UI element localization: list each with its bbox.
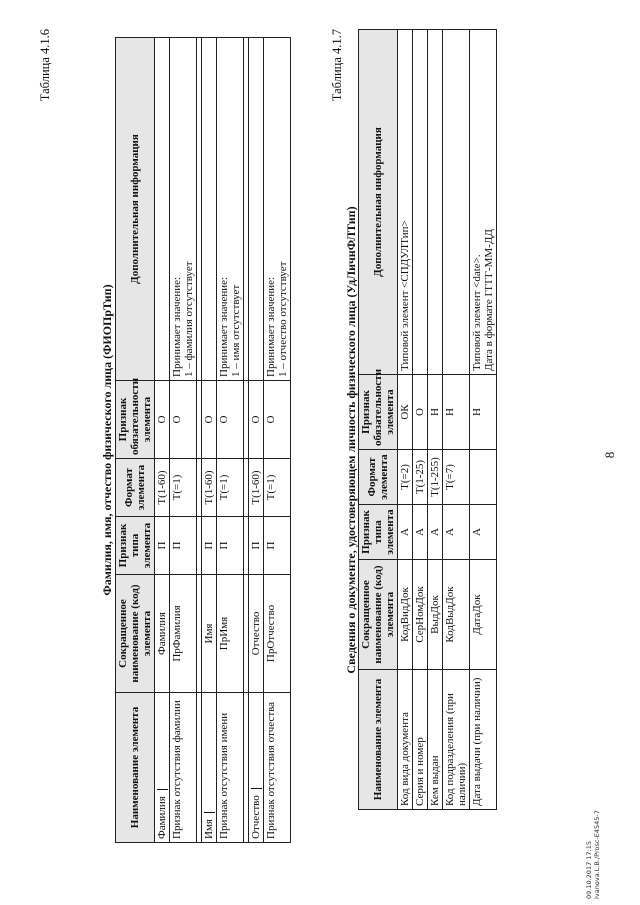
cell-text: Принимает значение: 1 – имя отсутствует	[218, 276, 242, 377]
cell-text: А	[414, 528, 426, 536]
header-format: Формат элемента	[116, 459, 155, 517]
cell-type-flag	[217, 517, 244, 575]
header-type-flag: Признак типа элемента	[116, 517, 155, 575]
cell-type-flag	[264, 517, 291, 575]
cell-required-flag	[398, 375, 413, 450]
cell-format	[170, 459, 197, 517]
cell-required-flag	[170, 381, 197, 459]
cell-extra-info	[170, 38, 197, 381]
cell-text: Признак отсутствия имени	[218, 712, 230, 839]
table-2-label: Таблица 4.1.7	[330, 29, 344, 102]
cell-text: П	[171, 541, 183, 550]
cell-type-flag	[249, 517, 264, 575]
cell-extra-info	[249, 38, 264, 381]
cell-text: Типовой элемент <СПДУЛТип>	[399, 220, 411, 371]
cell-text: О	[250, 415, 262, 424]
cell-text: T(=1)	[171, 474, 183, 501]
cell-type-flag	[428, 505, 443, 560]
cell-required-flag	[470, 375, 497, 450]
cell-required-flag	[443, 375, 470, 450]
cell-text: ОК	[399, 404, 411, 420]
cell-text: О	[265, 415, 277, 424]
cell-extra-info	[470, 30, 497, 375]
cell-text: О	[218, 415, 230, 424]
cell-text: ДатаДок	[471, 594, 483, 635]
cell-text: T(1-60)	[203, 470, 215, 505]
cell-type-flag	[202, 517, 217, 575]
cell-element-name	[398, 670, 413, 810]
cell-format	[202, 459, 217, 517]
table-row	[217, 38, 244, 843]
cell-type-flag	[398, 505, 413, 560]
cell-text: А	[429, 528, 441, 536]
cell-text: Фамилия	[156, 796, 168, 839]
cell-short-code	[428, 560, 443, 670]
cell-text: Типовой элемент <date>. Дата в формате ГГГГ-ММ-ДД	[471, 229, 495, 371]
table-1-title: Фамилия, имя, отчество физического лица (ФИОПрТип)	[100, 284, 114, 596]
cell-format	[413, 450, 428, 505]
header-format: Формат элемента	[359, 450, 398, 505]
cell-extra-info	[428, 30, 443, 375]
header-required-flag: Признак обязательности элемента	[116, 381, 155, 459]
table-row	[470, 30, 497, 810]
cell-extra-info	[264, 38, 291, 381]
cell-text: Отчество	[250, 795, 262, 839]
cell-element-name	[413, 670, 428, 810]
cell-extra-info	[217, 38, 244, 381]
cell-text: Код подразделения (при наличии)	[444, 693, 468, 806]
cell-format	[470, 450, 497, 505]
cell-text: Серия и номер	[414, 737, 426, 806]
cell-text: Н	[429, 408, 441, 416]
header-element-name: Наименование элемента	[359, 670, 398, 810]
header-required-flag: Признак обязательности элемента	[359, 375, 398, 450]
cell-text: T(1-255)	[429, 457, 441, 497]
cell-text: Принимает значение: 1 – фамилия отсутствует	[171, 261, 195, 377]
text-cursor-mark	[204, 812, 215, 813]
cell-type-flag	[470, 505, 497, 560]
cell-short-code	[217, 575, 244, 693]
table-1-header-row	[116, 38, 155, 843]
table-row	[155, 38, 170, 843]
cell-text: ВыдДок	[429, 595, 441, 634]
cell-text: Н	[444, 408, 456, 416]
header-extra-info: Дополнительная информация	[359, 30, 398, 375]
cell-text: ПрИмя	[218, 616, 230, 651]
cell-required-flag	[217, 381, 244, 459]
header-type-flag: Признак типа элемента	[359, 505, 398, 560]
cell-format	[217, 459, 244, 517]
cell-text: Имя	[203, 623, 215, 644]
text-cursor-mark	[157, 789, 168, 790]
cell-type-flag	[170, 517, 197, 575]
cell-short-code	[398, 560, 413, 670]
cell-text: КодВыдДок	[444, 586, 456, 643]
cell-text: ПрОтчество	[265, 604, 277, 663]
cell-format	[398, 450, 413, 505]
stamp-author: Ivanova.L.B./Prosc-E4545-7	[593, 810, 601, 899]
cell-text: T(1-25)	[414, 459, 426, 495]
cell-element-name	[217, 693, 244, 843]
cell-required-flag	[202, 381, 217, 459]
cell-element-name	[249, 693, 264, 843]
cell-text: А	[444, 528, 456, 536]
cell-text: О	[414, 408, 426, 416]
table-1	[115, 37, 291, 843]
cell-required-flag	[413, 375, 428, 450]
cell-element-name	[428, 670, 443, 810]
cell-short-code	[443, 560, 470, 670]
table-row	[202, 38, 217, 843]
cell-text: T(=7)	[444, 464, 456, 490]
cell-text: T(1-60)	[156, 470, 168, 505]
cell-text: Признак отсутствия фамилии	[171, 700, 183, 839]
table-row	[443, 30, 470, 810]
table-row	[428, 30, 443, 810]
table-2-title: Сведения о документе, удостоверяющем личность физического лица (УдЛичнФЛТип)	[344, 206, 358, 674]
print-stamp	[585, 810, 601, 899]
cell-extra-info	[398, 30, 413, 375]
table-row	[398, 30, 413, 810]
cell-format	[264, 459, 291, 517]
cell-text: T(=2)	[399, 464, 411, 490]
cell-short-code	[249, 575, 264, 693]
cell-element-name	[202, 693, 217, 843]
cell-element-name	[470, 670, 497, 810]
cell-text: П	[203, 541, 215, 550]
header-extra-info: Дополнительная информация	[116, 38, 155, 381]
text-cursor-mark	[251, 788, 262, 789]
table-row	[413, 30, 428, 810]
header-short-code: Сокращенное наименование (код) элемента	[359, 560, 398, 670]
cell-text: СерНомДок	[414, 586, 426, 643]
cell-text: T(=1)	[218, 474, 230, 501]
cell-text: А	[471, 528, 483, 536]
cell-short-code	[202, 575, 217, 693]
cell-text: Принимает значение: 1 – отчество отсутствует	[265, 261, 289, 377]
table-1-label: Таблица 4.1.6	[38, 29, 52, 102]
cell-text: T(=1)	[265, 474, 277, 501]
cell-short-code	[155, 575, 170, 693]
cell-format	[443, 450, 470, 505]
cell-text: П	[218, 541, 230, 550]
cell-format	[428, 450, 443, 505]
cell-element-name	[264, 693, 291, 843]
cell-element-name	[170, 693, 197, 843]
cell-text: П	[156, 541, 168, 550]
cell-text: О	[203, 415, 215, 424]
table-row	[170, 38, 197, 843]
cell-extra-info	[202, 38, 217, 381]
cell-short-code	[170, 575, 197, 693]
table-2-body	[398, 30, 497, 810]
table-row	[264, 38, 291, 843]
cell-type-flag	[413, 505, 428, 560]
cell-format	[249, 459, 264, 517]
cell-text: А	[399, 528, 411, 536]
cell-extra-info	[443, 30, 470, 375]
stamp-date: 09.10.2017 17:15	[585, 840, 593, 899]
page-number: 8	[602, 451, 617, 459]
table-1-body	[155, 38, 291, 843]
cell-short-code	[413, 560, 428, 670]
cell-text: T(1-60)	[250, 470, 262, 505]
cell-format	[155, 459, 170, 517]
header-short-code: Сокращенное наименование (код) элемента	[116, 575, 155, 693]
cell-element-name	[155, 693, 170, 843]
table-row	[249, 38, 264, 843]
cell-text: О	[156, 415, 168, 424]
cell-type-flag	[155, 517, 170, 575]
cell-extra-info	[413, 30, 428, 375]
cell-extra-info	[155, 38, 170, 381]
cell-text: Фамилия	[156, 612, 168, 655]
table-2-header-row	[359, 30, 398, 810]
cell-text: О	[171, 415, 183, 424]
cell-text: КодВидДок	[399, 587, 411, 642]
header-element-name: Наименование элемента	[116, 693, 155, 843]
cell-required-flag	[264, 381, 291, 459]
cell-text: Отчество	[250, 611, 262, 656]
cell-text: П	[250, 541, 262, 550]
cell-text: П	[265, 541, 277, 550]
cell-text: Имя	[203, 819, 215, 839]
cell-text: Кем выдан	[429, 755, 441, 806]
cell-required-flag	[249, 381, 264, 459]
cell-required-flag	[155, 381, 170, 459]
cell-short-code	[264, 575, 291, 693]
cell-text: Дата выдачи (при наличии)	[471, 677, 483, 806]
cell-type-flag	[443, 505, 470, 560]
table-2	[358, 29, 497, 810]
cell-text: Код вида документа	[399, 712, 411, 806]
cell-text: Признак отсутствия отчества	[265, 701, 277, 839]
cell-short-code	[470, 560, 497, 670]
cell-element-name	[443, 670, 470, 810]
cell-text: ПрФамилия	[171, 605, 183, 662]
cell-required-flag	[428, 375, 443, 450]
cell-text: Н	[471, 408, 483, 416]
